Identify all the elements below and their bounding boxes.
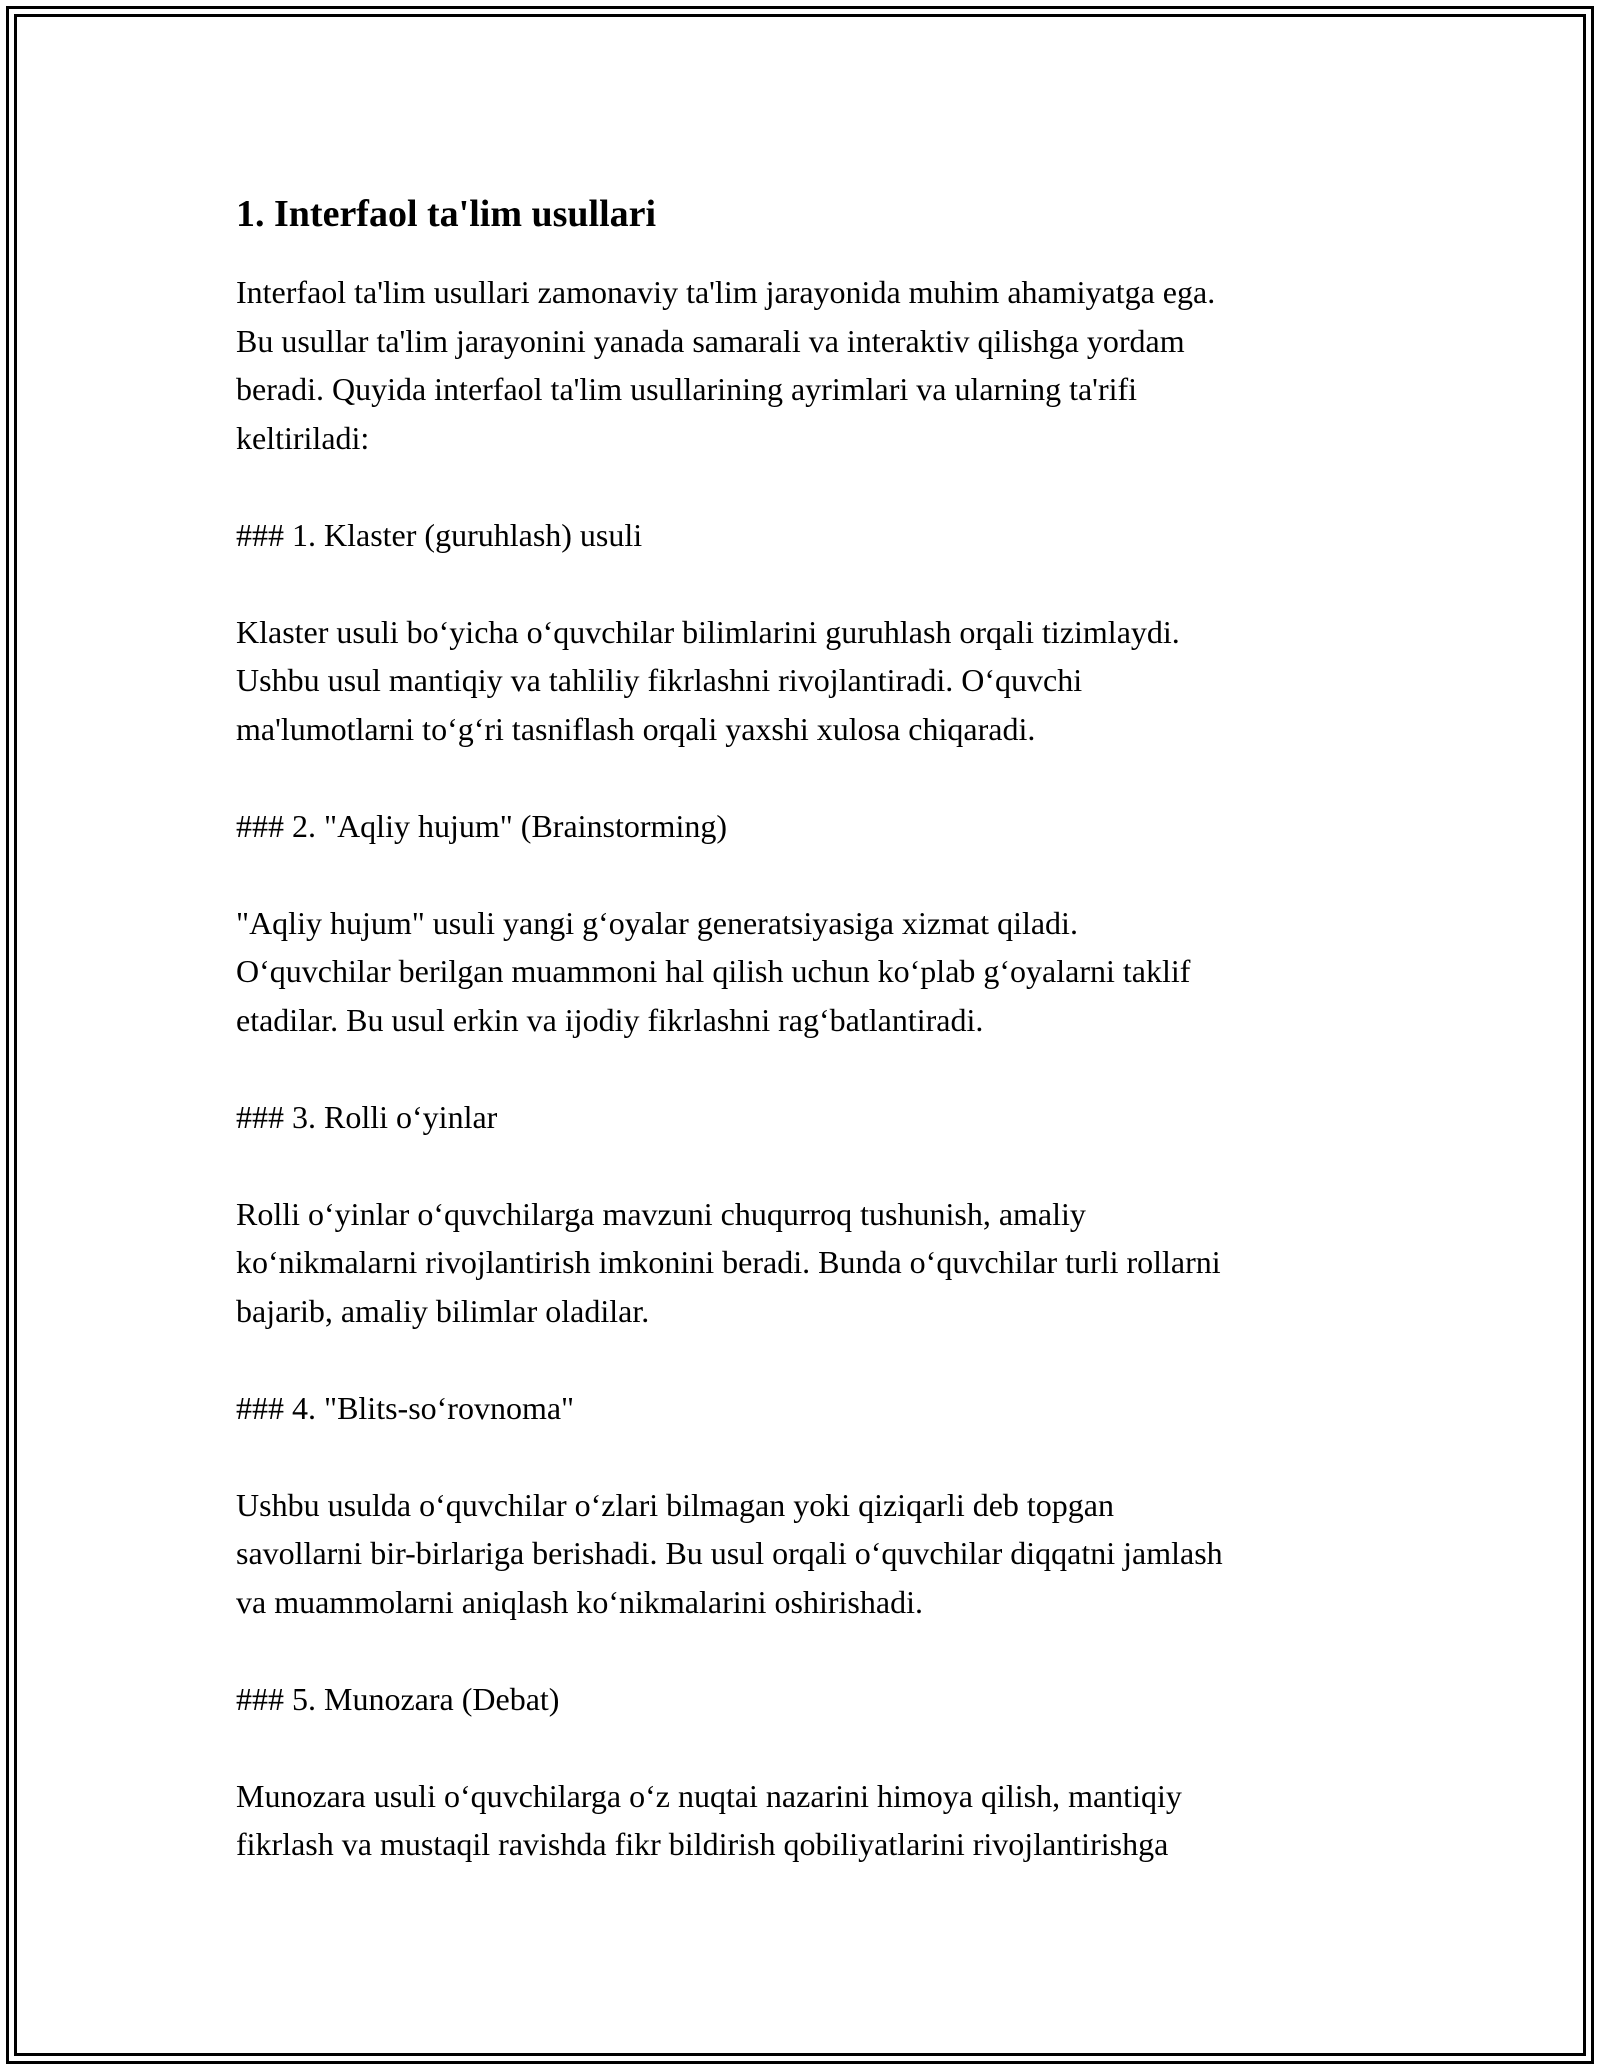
- paragraph-line: ko‘nikmalarni rivojlantirish imkonini beradi. Bunda o‘quvchilar turli rollarni: [236, 1244, 1221, 1280]
- paragraph-line: Ushbu usulda o‘quvchilar o‘zlari bilmagan yoki qiziqarli deb topgan: [236, 1486, 1114, 1523]
- blank-line: [236, 1432, 1376, 1481]
- paragraph-line: savollarni bir-birlariga berishadi. Bu usul orqali o‘quvchilar diqqatni jamlash: [236, 1535, 1223, 1571]
- blank-line: [236, 1626, 1376, 1675]
- section-heading: ### 1. Klaster (guruhlash) usuli: [236, 516, 643, 553]
- paragraph-line: va muammolarni aniqlash ko‘nikmalarini oshirishadi.: [236, 1583, 923, 1620]
- paragraph-line: Klaster usuli bo‘yicha o‘quvchilar bilimlarini guruhlash orqali tizimlaydi.: [236, 613, 1180, 650]
- paragraph-line: keltiriladi:: [236, 419, 370, 456]
- paragraph-line: Interfaol ta'lim usullari zamonaviy ta'lim jarayonida muhim ahamiyatga ega.: [236, 274, 1216, 310]
- blank-line: [236, 1335, 1376, 1384]
- paragraph-line: "Aqliy hujum" usuli yangi g‘oyalar generatsiyasiga xizmat qiladi.: [236, 904, 1078, 941]
- document-body: [236, 184, 1376, 1869]
- paragraph-line: Rolli o‘yinlar o‘quvchilarga mavzuni chuqurroq tushunish, amaliy: [236, 1195, 1086, 1232]
- blank-line: [236, 559, 1376, 608]
- paragraph-line: Munozara usuli o‘quvchilarga o‘z nuqtai nazarini himoya qilish, mantiqiy: [236, 1777, 1182, 1814]
- paragraph-line: etadilar. Bu usul erkin va ijodiy fikrlashni rag‘batlantiradi.: [236, 1001, 984, 1038]
- section-heading: ### 2. "Aqliy hujum" (Brainstorming): [236, 807, 727, 844]
- paragraph-line: ma'lumotlarni to‘g‘ri tasniflash orqali yaxshi xulosa chiqaradi.: [236, 710, 1036, 747]
- blank-line: [236, 753, 1376, 802]
- blank-line: [236, 1044, 1376, 1093]
- paragraph-line: Ushbu usul mantiqiy va tahliliy fikrlashni rivojlantiradi. O‘quvchi: [236, 662, 1083, 698]
- blank-line: [236, 850, 1376, 899]
- paragraph-line: fikrlash va mustaqil ravishda fikr bildirish qobiliyatlarini rivojlantirishga: [236, 1826, 1169, 1862]
- section-heading: ### 5. Munozara (Debat): [236, 1680, 560, 1717]
- blank-line: [236, 1723, 1376, 1772]
- section-heading: ### 4. "Blits-so‘rovnoma": [236, 1389, 575, 1426]
- blank-line: [236, 1141, 1376, 1190]
- section-heading: ### 3. Rolli o‘yinlar: [236, 1098, 498, 1135]
- paragraph-line: beradi. Quyida interfaol ta'lim usullarining ayrimlari va ularning ta'rifi: [236, 371, 1138, 407]
- paragraph-line: Bu usullar ta'lim jarayonini yanada samarali va interaktiv qilishga yordam: [236, 322, 1185, 359]
- page-title: 1. Interfaol ta'lim usullari: [236, 193, 657, 235]
- paragraph-line: bajarib, amaliy bilimlar oladilar.: [236, 1292, 650, 1329]
- blank-line: [236, 462, 1376, 511]
- paragraph-line: O‘quvchilar berilgan muammoni hal qilish uchun ko‘plab g‘oyalarni taklif: [236, 953, 1191, 989]
